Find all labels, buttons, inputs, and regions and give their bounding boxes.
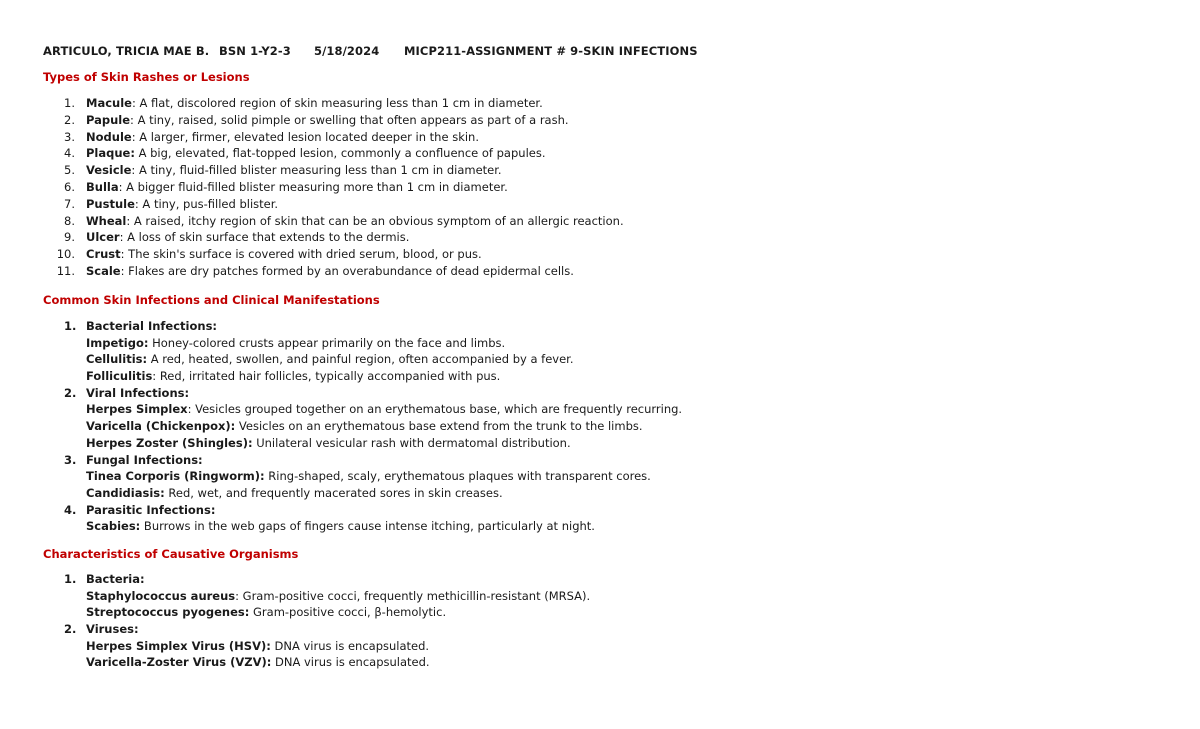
lesion-text <box>86 246 482 263</box>
lesion-description: : A tiny, raised, solid pimple or swelling that often appears as part of a rash. <box>130 112 569 127</box>
infection-entry-description: Vesicles on an erythematous base extend from the trunk to the limbs. <box>235 419 643 434</box>
lesion-description: : Flakes are dry patches formed by an overabundance of dead epidermal cells. <box>120 263 574 278</box>
lesion-term: Wheal <box>86 213 127 228</box>
infection-group-heading: Parasitic Infections: <box>86 502 216 517</box>
lesion-number: 9. <box>64 230 75 245</box>
organism-entry-term: Varicella-Zoster Virus (VZV): <box>86 655 272 670</box>
lesion-term: Vesicle <box>86 163 132 178</box>
student-section: BSN 1-Y2-3 <box>219 44 291 58</box>
section-title-organisms: Characteristics of Causative Organisms <box>43 547 299 561</box>
infection-entry-term: Varicella (Chickenpox): <box>86 419 236 434</box>
infection-entry-term: Candidiasis: <box>86 485 165 500</box>
infection-group-number: 3. <box>64 452 77 467</box>
infection-entry-description: Honey-colored crusts appear primarily on the face and limbs. <box>148 335 506 350</box>
infection-entry-text <box>86 418 643 435</box>
infection-group-number: 1. <box>64 319 77 333</box>
infection-entry-description: Ring-shaped, scaly, erythematous plaques with transparent cores. <box>264 469 651 484</box>
organism-entry-term: Streptococcus pyogenes: <box>86 605 250 620</box>
lesion-description: : A raised, itchy region of skin that can be an obvious symptom of an allergic reaction. <box>126 213 624 228</box>
infection-group-heading: Viral Infections: <box>86 385 190 400</box>
lesion-text <box>86 213 624 230</box>
lesion-number: 4. <box>64 146 75 161</box>
infection-group-number: 2. <box>64 385 77 400</box>
infection-entry-text <box>86 401 682 418</box>
organism-group-number: 1. <box>64 572 77 586</box>
lesion-number: 8. <box>64 213 75 228</box>
lesion-number: 10. <box>56 247 75 262</box>
lesion-term: Ulcer <box>86 230 120 245</box>
organism-entry-text <box>86 588 590 605</box>
infection-entry-description: Red, wet, and frequently macerated sores in skin creases. <box>164 485 503 500</box>
infection-entry-text <box>86 335 505 352</box>
lesion-term: Papule <box>86 112 131 127</box>
organism-group-heading: Bacteria: <box>86 572 145 586</box>
section-title-infections: Common Skin Infections and Clinical Manifestations <box>43 293 380 307</box>
infection-entry-text <box>86 485 503 502</box>
lesion-description: : A bigger fluid-filled blister measuring more than 1 cm in diameter. <box>118 179 508 194</box>
lesion-number: 11. <box>56 263 75 278</box>
lesion-term: Bulla <box>86 179 119 194</box>
organism-group-heading: Viruses: <box>86 622 139 637</box>
lesion-term: Plaque: <box>86 146 135 161</box>
organism-entry-term: Staphylococcus aureus <box>86 588 236 603</box>
lesion-term: Macule <box>86 96 132 110</box>
infection-group-heading: Bacterial Infections: <box>86 319 218 333</box>
infection-group-heading: Fungal Infections: <box>86 452 203 467</box>
organism-entry-text <box>86 638 429 655</box>
infection-entry-text <box>86 518 595 535</box>
lesion-description: : A loss of skin surface that extends to the dermis. <box>119 230 410 245</box>
infection-group-number: 4. <box>64 502 77 517</box>
infection-entry-term: Cellulitis: <box>86 352 148 367</box>
lesion-number: 1. <box>64 96 75 110</box>
lesion-term: Pustule <box>86 196 135 211</box>
organism-entry-description: : Gram-positive cocci, frequently methicillin-resistant (MRSA). <box>235 588 591 603</box>
organism-entry-description: Gram-positive cocci, β-hemolytic. <box>249 605 447 620</box>
infection-entry-description: Unilateral vesicular rash with dermatomal distribution. <box>252 435 571 450</box>
course-assignment: MICP211-ASSIGNMENT # 9-SKIN INFECTIONS <box>404 44 698 58</box>
infection-entry-term: Herpes Simplex <box>86 402 188 417</box>
lesion-text <box>86 95 543 112</box>
lesion-text <box>86 179 508 196</box>
lesion-term: Nodule <box>86 129 132 144</box>
infection-entry-description: : Vesicles grouped together on an erythematous base, which are frequently recurring. <box>187 402 683 417</box>
infection-entry-description: Burrows in the web gaps of fingers cause intense itching, particularly at night. <box>140 519 595 534</box>
lesion-description: : A tiny, pus-filled blister. <box>134 196 279 211</box>
organism-entry-term: Herpes Simplex Virus (HSV): <box>86 638 271 653</box>
infection-entry-text <box>86 435 571 452</box>
lesion-description: : The skin's surface is covered with dried serum, blood, or pus. <box>120 247 482 262</box>
infection-entry-description: A red, heated, swollen, and painful region, often accompanied by a fever. <box>147 352 574 367</box>
lesion-description: : A larger, firmer, elevated lesion located deeper in the skin. <box>131 129 479 144</box>
lesion-number: 2. <box>64 112 75 127</box>
infection-entry-text <box>86 368 500 385</box>
organism-entry-description: DNA virus is encapsulated. <box>271 655 430 670</box>
section-title-lesions: Types of Skin Rashes or Lesions <box>43 70 250 84</box>
lesion-text <box>86 129 479 146</box>
lesion-number: 6. <box>64 179 75 194</box>
student-name: ARTICULO, TRICIA MAE B. <box>43 44 210 58</box>
lesion-term: Scale <box>86 263 121 278</box>
infection-entry-text <box>86 468 651 485</box>
lesion-text <box>86 162 502 179</box>
organism-entry-description: DNA virus is encapsulated. <box>270 638 430 653</box>
lesion-text <box>86 229 409 246</box>
submission-date: 5/18/2024 <box>314 44 380 58</box>
lesion-number: 5. <box>64 163 75 178</box>
infection-entry-term: Folliculitis <box>86 369 153 384</box>
infection-entry-term: Impetigo: <box>86 335 149 350</box>
lesion-text <box>86 263 574 280</box>
organism-group-number: 2. <box>64 622 77 637</box>
lesion-description: : A tiny, fluid-filled blister measuring less than 1 cm in diameter. <box>131 163 502 178</box>
infection-entry-term: Herpes Zoster (Shingles): <box>86 435 253 450</box>
infection-entry-text <box>86 351 574 368</box>
infection-entry-term: Scabies: <box>86 519 141 534</box>
lesion-text <box>86 112 569 129</box>
lesion-number: 7. <box>64 196 75 211</box>
lesion-description: A big, elevated, flat-topped lesion, commonly a confluence of papules. <box>134 146 546 161</box>
lesion-description: : A flat, discolored region of skin measuring less than 1 cm in diameter. <box>131 96 543 110</box>
lesion-term: Crust <box>86 247 121 262</box>
lesion-text <box>86 145 545 162</box>
infection-entry-term: Tinea Corporis (Ringworm): <box>86 469 265 484</box>
lesion-text <box>86 196 278 213</box>
organism-entry-text <box>86 604 446 621</box>
infection-entry-description: : Red, irritated hair follicles, typically accompanied with pus. <box>152 369 501 384</box>
organism-entry-text <box>86 654 430 671</box>
lesion-number: 3. <box>64 129 75 144</box>
